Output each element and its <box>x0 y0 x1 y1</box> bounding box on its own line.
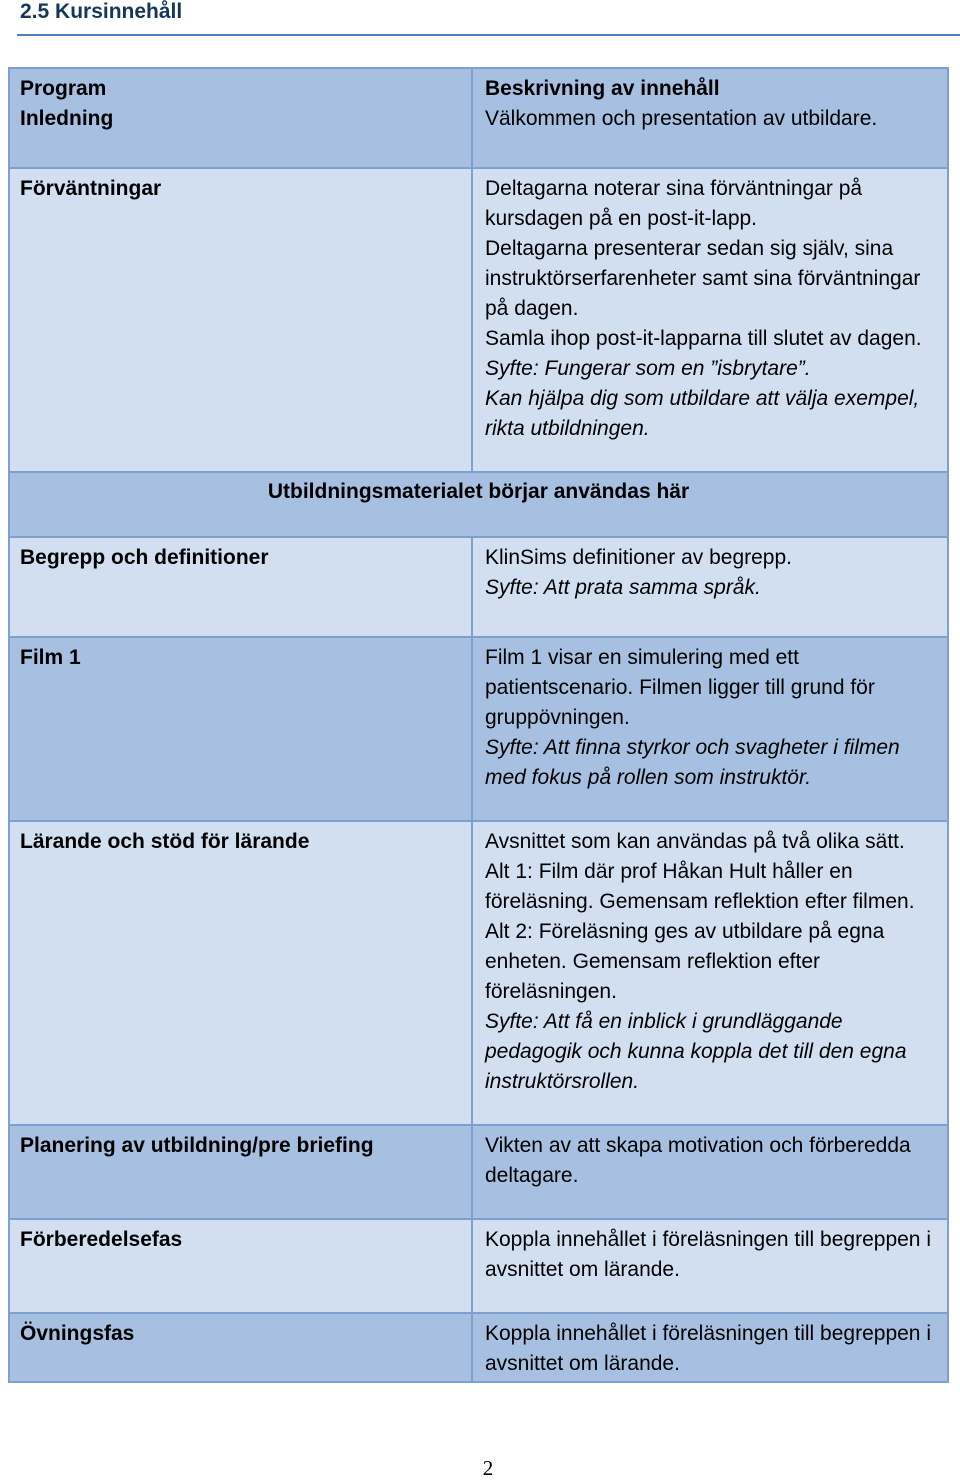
purpose-line: Syfte: Fungerar som en ”isbrytare”. <box>485 357 811 380</box>
description-cell <box>473 538 947 636</box>
description-cell <box>473 1314 947 1381</box>
header-left: Program <box>20 77 107 100</box>
row-label: Begrepp och definitioner <box>10 538 473 636</box>
page-number: 2 <box>482 1456 494 1480</box>
description-line: Välkommen och presentation av utbildare. <box>485 107 878 130</box>
header-right: Beskrivning av innehåll <box>485 77 720 100</box>
description-cell <box>473 638 947 820</box>
purpose-line: Syfte: Att prata samma språk. <box>485 576 761 599</box>
section-banner: Utbildningsmaterialet börjar användas här <box>267 480 690 503</box>
description-cell <box>473 1126 947 1218</box>
description-cell <box>473 69 947 167</box>
section-heading: 2.5 Kursinnehåll <box>20 0 183 23</box>
description-cell <box>473 822 947 1124</box>
description-line: Avsnittet som kan användas på två olika sätt. <box>485 830 905 853</box>
table-row <box>10 167 947 471</box>
description-line: Samla ihop post-it-lapparna till slutet av dagen. <box>485 327 922 350</box>
description-line: Film 1 visar en simulering med ett patientscenario. Filmen ligger till grund för gruppövningen. <box>485 646 875 729</box>
purpose-line: Syfte: Att få en inblick i grundläggande pedagogik och kunna koppla det till den egna instruktörsrollen. <box>485 1010 907 1093</box>
row-label: Förväntningar <box>10 169 473 471</box>
table-row <box>10 1312 947 1381</box>
program-cell <box>10 69 473 167</box>
description-cell <box>473 1220 947 1312</box>
course-content-table <box>8 67 949 1383</box>
description-line: Deltagarna noterar sina förväntningar på kursdagen på en post-it-lapp. <box>485 177 863 230</box>
description-line: KlinSims definitioner av begrepp. <box>485 546 793 569</box>
description-line: Deltagarna presenterar sedan sig själv, sina instruktörserfarenheter samt sina förväntningar på dagen. <box>485 237 921 320</box>
description-line: Alt 1: Film där prof Håkan Hult håller en föreläsning. Gemensam reflektion efter filmen. <box>485 860 915 913</box>
row-label: Film 1 <box>10 638 473 820</box>
description-line: Koppla innehållet i föreläsningen till begreppen i avsnittet om lärande. <box>485 1228 931 1281</box>
table-row <box>10 1218 947 1312</box>
row-label: Planering av utbildning/pre briefing <box>10 1126 473 1218</box>
purpose-line: Syfte: Att finna styrkor och svagheter i filmen med fokus på rollen som instruktör. <box>485 736 900 789</box>
table-row <box>10 820 947 1124</box>
row-label: Förberedelsefas <box>10 1220 473 1312</box>
table-row <box>10 536 947 636</box>
description-cell <box>473 169 947 471</box>
row-label: Övningsfas <box>10 1314 473 1381</box>
row-label: Inledning <box>20 107 114 130</box>
table-row-header <box>10 69 947 167</box>
table-row <box>10 1124 947 1218</box>
purpose-line: Kan hjälpa dig som utbildare att välja exempel, rikta utbildningen. <box>485 387 920 440</box>
heading-rule <box>17 34 960 36</box>
description-line: Vikten av att skapa motivation och förberedda deltagare. <box>485 1134 911 1187</box>
row-label: Lärande och stöd för lärande <box>10 822 473 1124</box>
section-banner-row <box>10 471 947 536</box>
description-line: Koppla innehållet i föreläsningen till begreppen i avsnittet om lärande. <box>485 1322 931 1375</box>
table-row <box>10 636 947 820</box>
description-line: Alt 2: Föreläsning ges av utbildare på egna enheten. Gemensam reflektion efter föreläsningen. <box>485 920 885 1003</box>
